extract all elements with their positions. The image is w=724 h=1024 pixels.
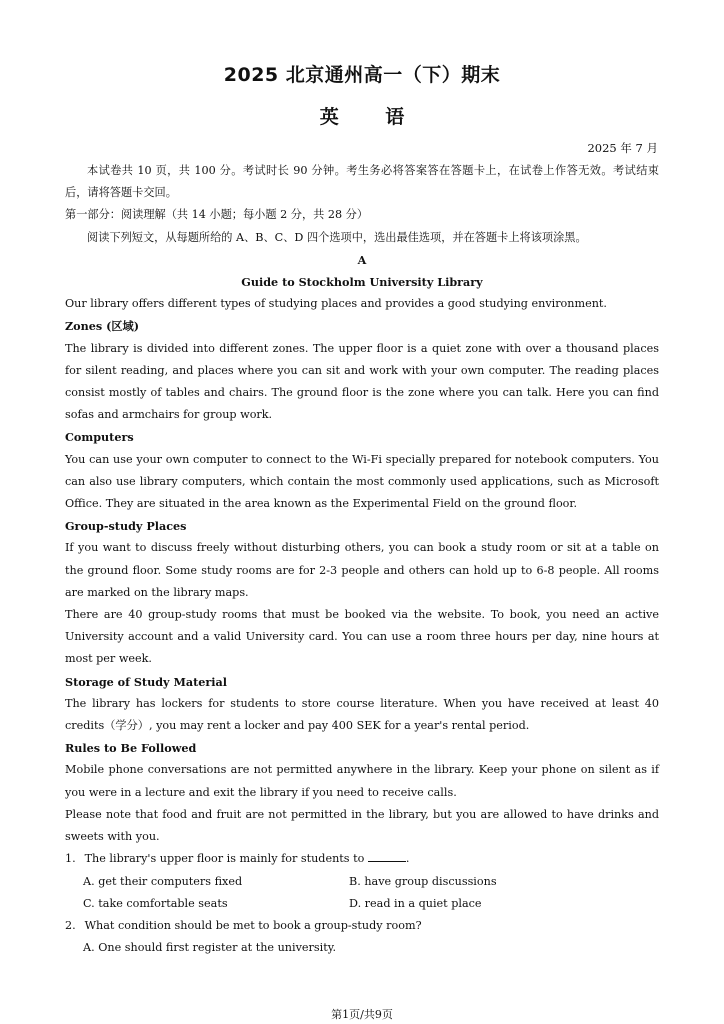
exam-content xyxy=(65,160,659,959)
section-rules xyxy=(65,737,659,848)
section-heading: Group-study Places xyxy=(65,519,187,534)
question-2 xyxy=(65,915,659,959)
instructions: 本试卷共 10 页，共 100 分。考试时长 90 分钟。考生务必将答案答在答题卡上，在试卷上作答无效。考试结束后，请将答题卡交回。 xyxy=(65,164,659,200)
page-footer: 第1页/共9页 xyxy=(331,1008,393,1021)
question-text: What condition should be met to book a group-study room? xyxy=(84,918,422,932)
option-c: C. take comfortable seats xyxy=(83,896,228,910)
section-heading: Computers xyxy=(65,430,134,445)
question-number: 1. xyxy=(65,852,76,866)
question-end: . xyxy=(405,852,410,866)
question-stem xyxy=(65,848,659,870)
question-number: 2. xyxy=(65,918,76,932)
question-stem xyxy=(65,915,659,937)
section-paragraph: The library is divided into different zones. The upper floor is a quiet zone with over a thousand places for silent reading, and places where you can sit and work with your own computer. The reading places consist mostly of tables and chairs. The ground floor is the zone where you can talk. Here you can find sofas and armchairs for group work. xyxy=(65,341,659,422)
subject-title: 英 语 xyxy=(319,106,405,128)
option-d: D. read in a quiet place xyxy=(349,896,482,910)
question-text: The library's upper floor is mainly for students to xyxy=(84,852,365,866)
section-zones xyxy=(65,315,659,426)
options xyxy=(65,937,659,959)
option-b: B. have group discussions xyxy=(349,874,497,888)
passage-title: Guide to Stockholm University Library xyxy=(241,275,483,290)
exam-date: 2025 年 7 月 xyxy=(587,141,658,155)
section-paragraph: Mobile phone conversations are not permitted anywhere in the library. Keep your phone on silent as if you were in a lecture and exit the library if you need to receive calls. xyxy=(65,763,659,799)
section-group-study xyxy=(65,515,659,670)
section-paragraph: You can use your own computer to connect to the Wi-Fi specially prepared for notebook computers. You can also use library computers, which contain the most commonly used applications, such as Microsoft Office. They are situated in the area known as the Experimental Field on the ground floor. xyxy=(65,452,659,511)
option-a: A. get their computers fixed xyxy=(83,874,243,888)
part-heading: 第一部分：阅读理解（共 14 小题；每小题 2 分，共 28 分） xyxy=(65,208,369,222)
section-paragraph: There are 40 group-study rooms that must be booked via the website. To book, you need an active University account and a valid University card. You can use a room three hours per day, nine hours at most per week. xyxy=(65,608,659,666)
section-heading: Storage of Study Material xyxy=(65,674,228,689)
answer-blank xyxy=(368,850,406,862)
passage-label: A xyxy=(357,252,367,267)
directions: 阅读下列短文，从每题所给的 A、B、C、D 四个选项中，选出最佳选项，并在答题卡上将该项涂黑。 xyxy=(87,230,587,244)
section-storage xyxy=(65,671,659,738)
section-paragraph: Please note that food and fruit are not permitted in the library, but you are allowed to have drinks and sweets with you. xyxy=(65,807,659,844)
passage-intro: Our library offers different types of studying places and provides a good studying environment. xyxy=(65,297,607,311)
section-computers xyxy=(65,426,659,515)
option-a: A. One should first register at the university. xyxy=(83,941,337,955)
section-paragraph: The library has lockers for students to store course literature. When you have received at least 40 credits（学分）, you may rent a locker and pay 400 SEK for a year's rental period. xyxy=(65,696,659,733)
options xyxy=(65,871,659,915)
section-heading: Rules to Be Followed xyxy=(65,741,197,756)
question-1 xyxy=(65,848,659,915)
section-heading: Zones (区域) xyxy=(65,319,140,334)
exam-title: 2025 北京通州高一（下）期末 xyxy=(223,64,501,86)
section-paragraph: If you want to discuss freely without disturbing others, you can book a study room or sit at a table on the ground floor. Some study rooms are for 2-3 people and others can hold up to 6-8 people. All rooms are marked on the library maps. xyxy=(65,541,659,599)
